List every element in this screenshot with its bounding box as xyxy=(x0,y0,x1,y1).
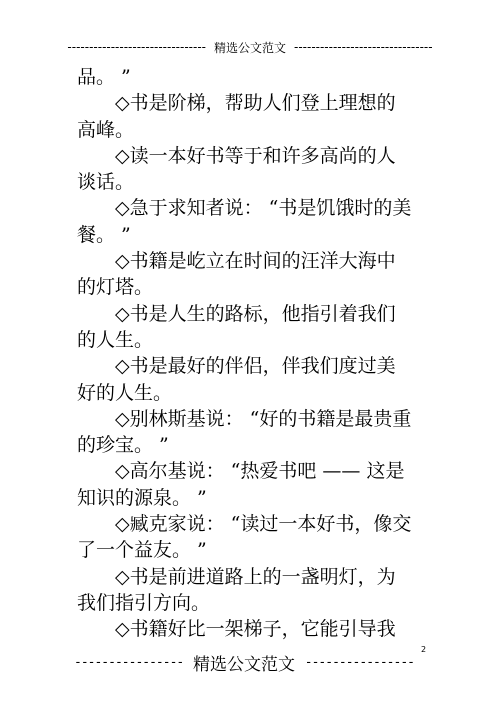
header-right-rule: -------------------------------- xyxy=(294,40,433,54)
paragraph: ◇书是阶梯，帮助人们登上理想的高峰。 xyxy=(77,92,396,141)
paragraph: ◇书是人生的路标，他指引着我们的人生。 xyxy=(77,302,396,351)
paragraph: ◇读一本好书等于和许多高尚的人谈话。 xyxy=(77,144,396,194)
page-number: 2 xyxy=(421,645,427,654)
paragraph: ◇书是最好的伴侣，伴我们度过美好的人生。 xyxy=(77,355,396,404)
page-footer xyxy=(74,651,414,673)
page-header xyxy=(0,38,500,56)
footer-title: 精选公文范文 xyxy=(193,654,295,675)
paragraph: ◇臧克家说： “读过一本好书，像交了一个益友。 ” xyxy=(77,513,412,562)
header-left-rule: -------------------------------- xyxy=(67,40,206,54)
paragraph: ◇书籍是屹立在时间的汪洋大海中的灯塔。 xyxy=(77,250,396,299)
document-body xyxy=(77,64,412,643)
header-title: 精选公文范文 xyxy=(213,40,286,55)
paragraph: 品。 ” xyxy=(77,66,131,88)
footer-right-rule: ---------------- xyxy=(304,654,414,670)
paragraph: ◇书籍好比一架梯子，它能引导我 xyxy=(115,618,396,641)
footer-left-rule: ---------------- xyxy=(74,654,184,670)
paragraph: ◇高尔基说： “热爱书吧 —— 这是知识的源泉。 ” xyxy=(77,460,405,509)
paragraph: ◇书是前进道路上的一盏明灯，为我们指引方向。 xyxy=(77,565,396,614)
paragraph: ◇别林斯基说： “好的书籍是最贵重的珍宝。 ” xyxy=(77,407,412,457)
paragraph: ◇急于求知者说： “书是饥饿时的美餐。 ” xyxy=(77,197,412,246)
